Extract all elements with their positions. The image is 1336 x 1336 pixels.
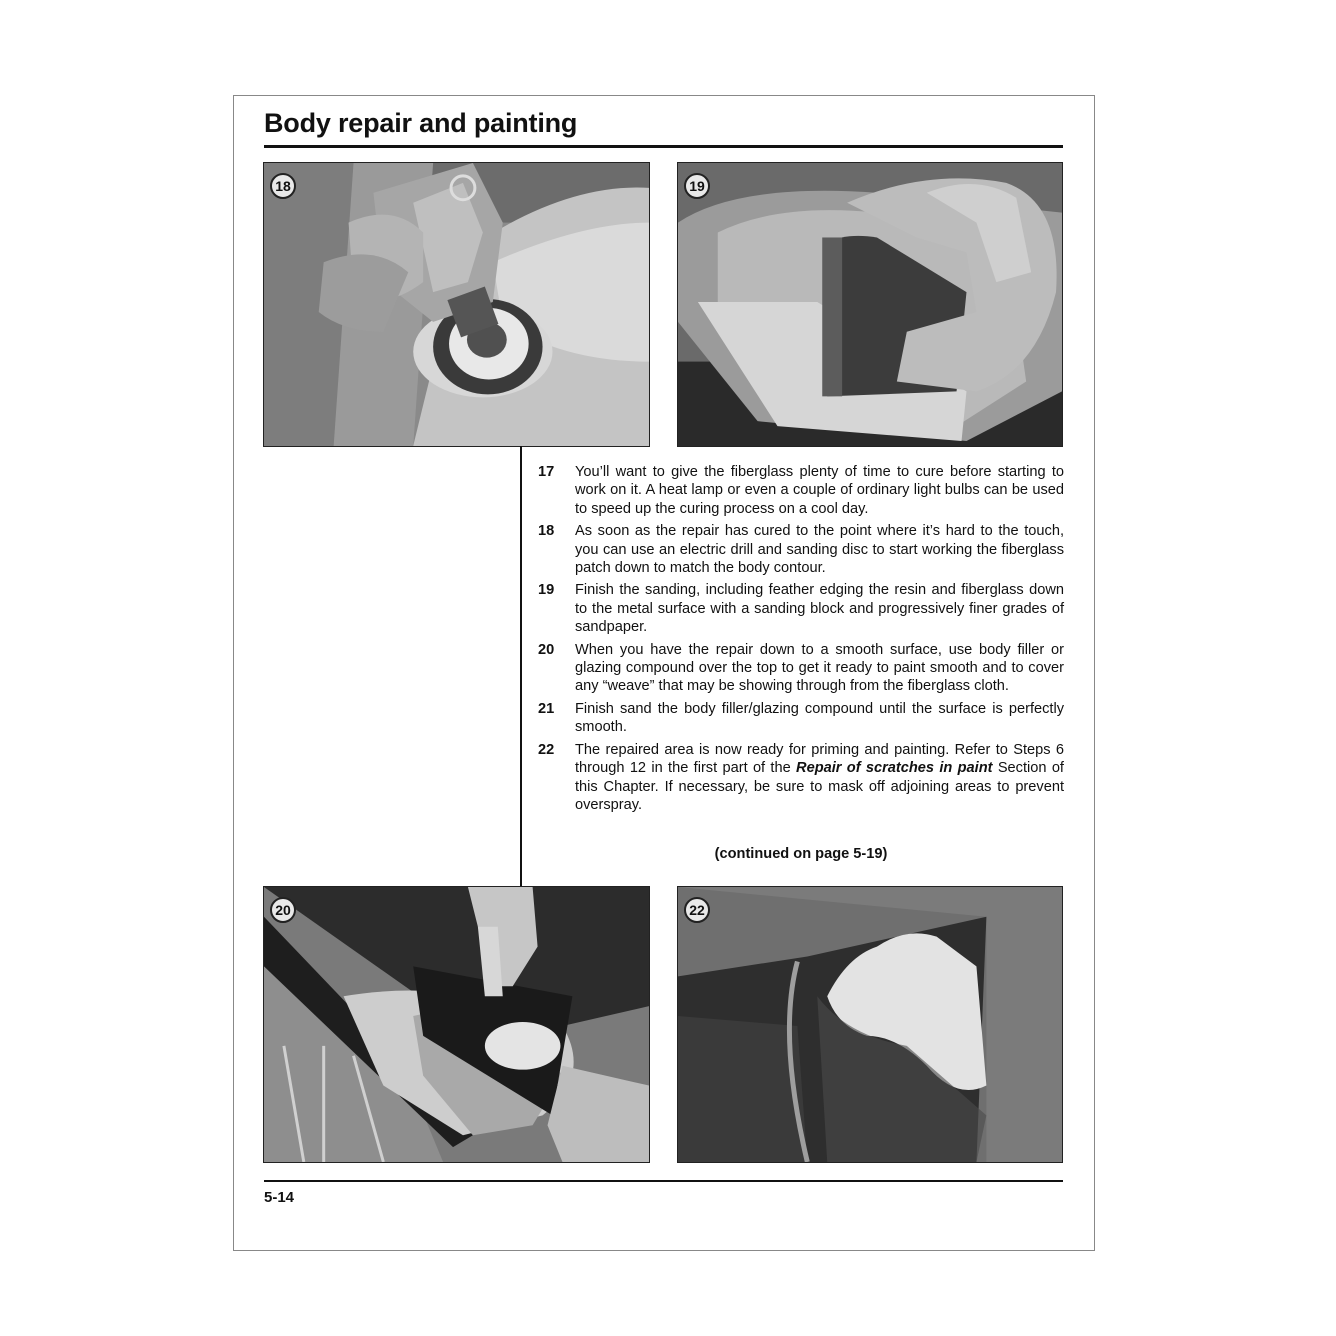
continued-note: (continued on page 5-19) [714,846,888,862]
step-text: When you have the repair down to a smooth surface, use body filler or glazing compound over the top to get it ready to paint smooth and to cover any “weave” that may be showing through from the fiberglass cloth. [575,641,1064,695]
step-text: As soon as the repair has cured to the point where it’s hard to the touch, you can use an electric drill and sanding disc to start working the fiberglass patch down to match the body contour. [575,523,1064,577]
step-text-part: The repaired area is now ready for priming and painting. Refer to Steps 6 through 12 in the first part of the [575,741,1064,777]
page-number: 5-14 [264,1189,295,1206]
figure-18-photo [263,162,650,447]
step-number: 20 [538,641,555,658]
list-item [538,741,1064,815]
step-text: Finish sand the body filler/glazing compound until the surface is perfectly smooth. [575,700,1064,736]
list-item [538,641,1064,696]
step-number: 18 [538,523,555,540]
title-rule [264,145,1063,148]
drill-sanding-disc-photo [264,163,649,446]
figure-number-badge: 18 [270,173,296,199]
column-divider [520,446,522,886]
step-number: 21 [538,700,555,717]
figure-22-photo [677,886,1063,1163]
figure-20-photo [263,886,650,1163]
step-number: 22 [538,741,555,758]
step-text: Finish the sanding, including feather edging the resin and fiberglass down to the metal surface with a sanding block and progressively finer grades of sandpaper. [575,582,1064,636]
figure-number-badge: 22 [684,897,710,923]
step-text [575,741,1064,815]
step-text: You’ll want to give the fiberglass plenty of time to cure before starting to work on it. A heat lamp or even a couple of ordinary light bulbs can be used to speed up the curing process on a cool day. [575,464,1064,517]
primed-panel-photo [678,887,1062,1162]
figure-number-badge: 19 [684,173,710,199]
footer-rule [264,1180,1063,1182]
figure-number-badge: 20 [270,897,296,923]
section-reference: Repair of scratches in paint [796,760,993,777]
steps-list [538,463,1064,818]
sanding-block-photo [678,163,1062,446]
list-item [538,463,1064,518]
list-item [538,522,1064,577]
step-number: 17 [538,464,555,480]
page-title: Body repair and painting [264,108,578,138]
list-item [538,581,1064,636]
spreader-filler-photo [264,887,649,1162]
step-text-part: Section of this Chapter. If necessary, be sure to mask off adjoining areas to prevent overspray. [575,760,1064,813]
figure-19-photo [677,162,1063,447]
step-number: 19 [538,582,555,599]
list-item [538,700,1064,737]
